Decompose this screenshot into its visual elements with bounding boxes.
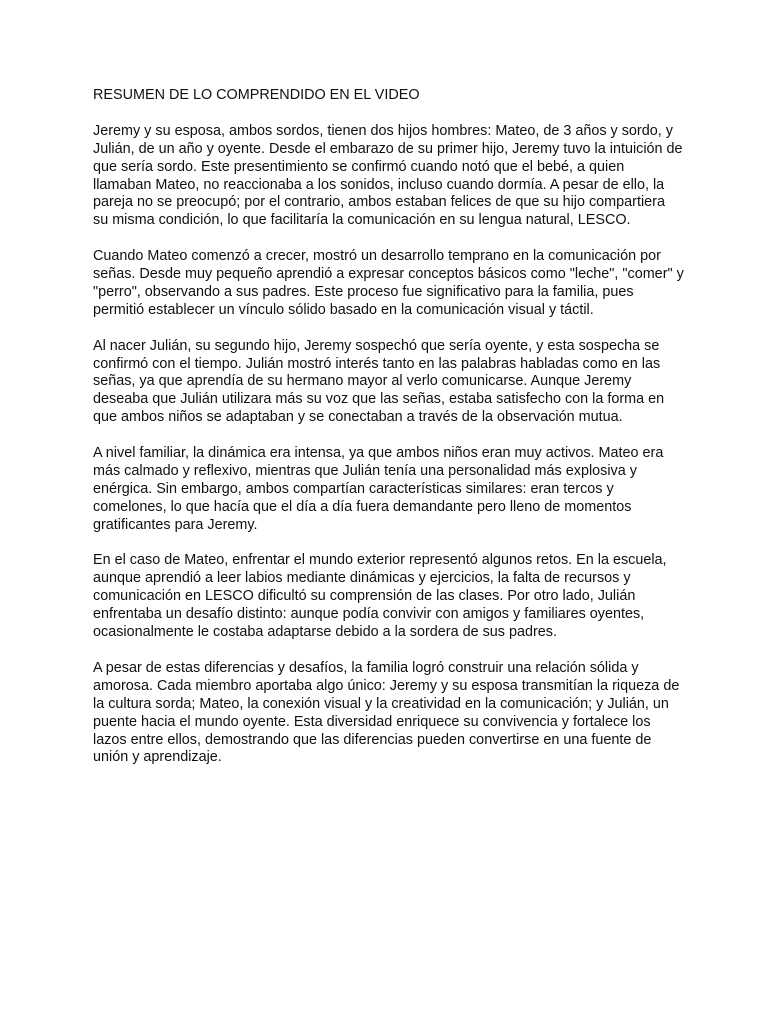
paragraph-line: Cuando Mateo comenzó a crecer, mostró un desarrollo temprano en la comunicación por <box>93 248 661 265</box>
paragraph-line: comelones, lo que hacía que el día a día fuera demandante pero lleno de momentos <box>93 498 632 515</box>
paragraph-line: Julián, de un año y oyente. Desde el embarazo de su primer hijo, Jeremy tuvo la intuición de <box>93 140 683 157</box>
paragraph-line: deseaba que Julián utilizara más su voz que las señas, estaba satisfecho con la forma en <box>93 391 665 408</box>
paragraph-line: gratificantes para Jeremy. <box>93 516 258 533</box>
paragraph-1 <box>93 122 683 230</box>
paragraph-line: "perro", observando a sus padres. Este proceso fue significativo para la familia, pues <box>93 283 634 300</box>
paragraph-line: permitió establecer un vínculo sólido basado en la comunicación visual y táctil. <box>93 301 594 318</box>
paragraph-5 <box>93 552 676 642</box>
paragraph-line: más calmado y reflexivo, mientras que Julián tenía una personalidad más explosiva y <box>93 462 637 479</box>
paragraph-line: señas. Desde muy pequeño aprendió a expresar conceptos básicos como "leche", "comer" y <box>93 266 684 283</box>
paragraph-line: ocasionalmente le costaba adaptarse debido a la sordera de sus padres. <box>93 624 557 641</box>
paragraph-line: pareja no se preocupó; por el contrario, ambos estaban felices de que su hijo compartiera <box>93 194 665 211</box>
paragraph-line: amorosa. Cada miembro aportaba algo único: Jeremy y su esposa transmitían la riqueza de <box>93 677 680 694</box>
paragraph-4 <box>93 445 676 535</box>
paragraph-line: A nivel familiar, la dinámica era intensa, ya que ambos niños eran muy activos. Mateo era <box>93 445 664 462</box>
paragraph-3 <box>93 338 676 428</box>
paragraph-line: que sería sordo. Este presentimiento se confirmó cuando notó que el bebé, a quien <box>93 158 625 175</box>
document-title: RESUMEN DE LO COMPRENDIDO EN EL VIDEO <box>93 87 420 103</box>
paragraph-line: comunicación en LESCO dificultó su comprensión de las clases. Por otro lado, Julián <box>93 588 636 605</box>
paragraph-line: A pesar de estas diferencias y desafíos, la familia logró construir una relación sólida y <box>93 659 639 676</box>
paragraph-line: puente hacia el mundo oyente. Esta diversidad enriquece su convivencia y fortalece los <box>93 713 651 730</box>
paragraph-line: señas, ya que aprendía de su hermano mayor al verlo comunicarse. Aunque Jeremy <box>93 373 632 390</box>
paragraph-line: enérgica. Sin embargo, ambos compartían características similares: eran tercos y <box>93 480 614 497</box>
paragraph-line: Jeremy y su esposa, ambos sordos, tienen dos hijos hombres: Mateo, de 3 años y sordo, y <box>93 122 673 139</box>
paragraph-line: enfrentaba un desafío distinto: aunque podía convivir con amigos y familiares oyentes, <box>93 606 645 623</box>
paragraph-2 <box>93 248 684 320</box>
paragraph-line: lazos entre ellos, demostrando que las diferencias pueden convertirse en una fuente de <box>93 731 652 748</box>
paragraph-6 <box>93 659 680 767</box>
paragraph-line: aunque aprendió a leer labios mediante dinámicas y ejercicios, la falta de recursos y <box>93 570 631 587</box>
paragraph-line: unión y aprendizaje. <box>93 749 222 766</box>
paragraph-line: que ambos niños se adaptaban y se conectaban a través de la observación mutua. <box>93 409 623 426</box>
paragraph-line: la cultura sorda; Mateo, la conexión visual y la creatividad en la comunicación; y Julián, un <box>93 695 669 712</box>
paragraph-line: confirmó con el tiempo. Julián mostró interés tanto en las palabras habladas como en las <box>93 355 661 372</box>
paragraph-line: llamaban Mateo, no reaccionaba a los sonidos, incluso cuando dormía. A pesar de ello, la <box>93 176 665 193</box>
paragraph-line: Al nacer Julián, su segundo hijo, Jeremy sospechó que sería oyente, y esta sospecha se <box>93 337 660 354</box>
paragraph-line: En el caso de Mateo, enfrentar el mundo exterior representó algunos retos. En la escuela, <box>93 552 667 569</box>
paragraph-line: su misma condición, lo que facilitaría la comunicación en su lengua natural, LESCO. <box>93 212 631 229</box>
